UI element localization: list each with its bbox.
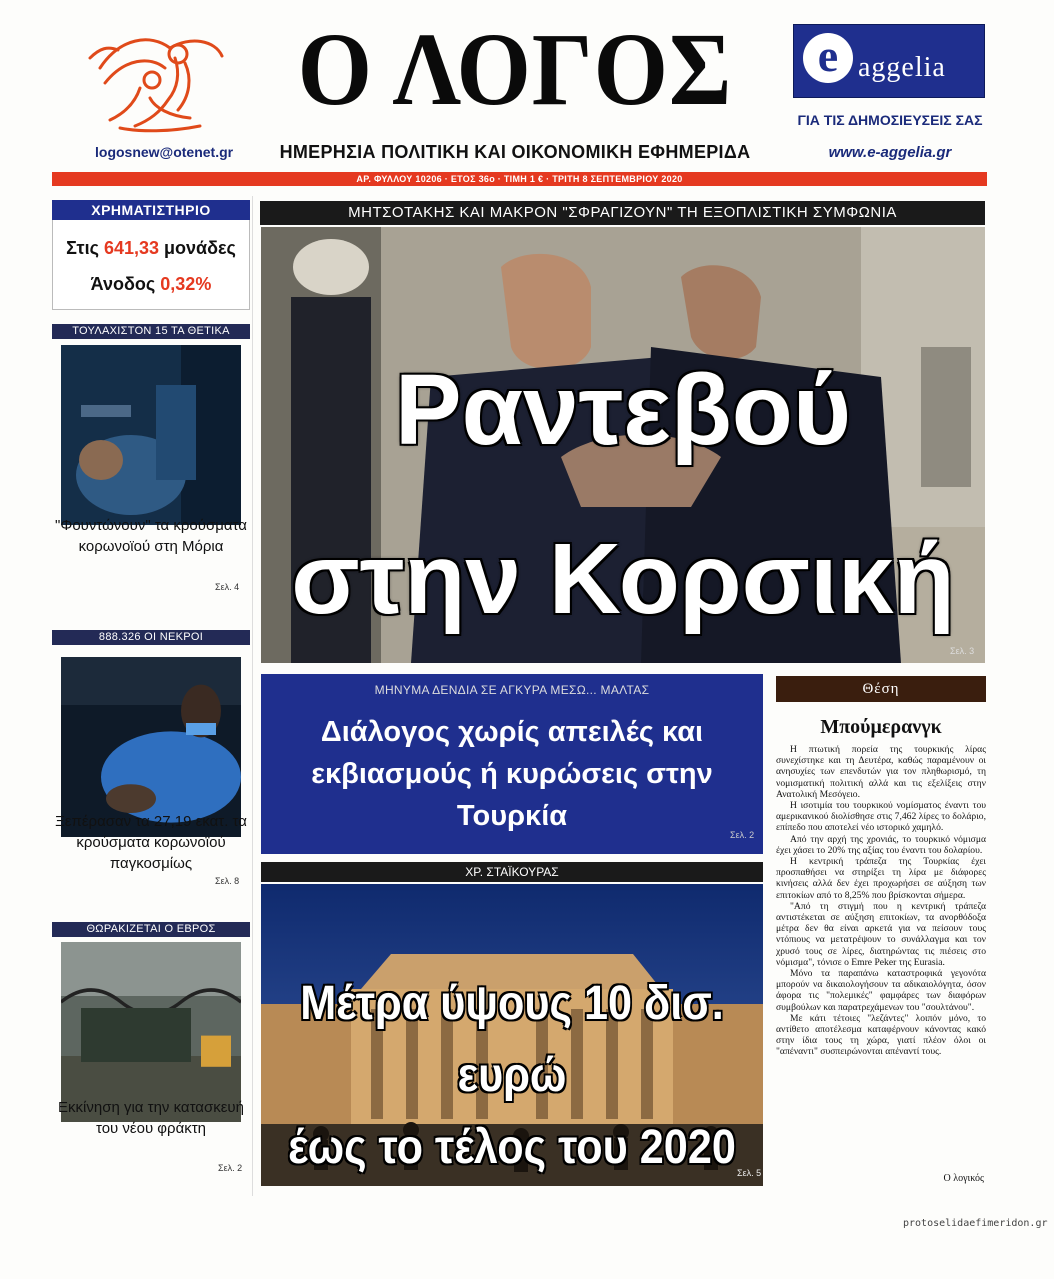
opinion-paragraph: Η ισοτιμία του τουρκικού νομίσματος έναντι του αμερικανικού διολίσθησε στις 7,462 λίρες το δολάριο, επίπεδο που αποτελεί νέο ιστορικό χαμηλό. xyxy=(776,800,986,834)
side-story-page-ref: Σελ. 4 xyxy=(215,582,240,592)
angel-logo-icon xyxy=(80,28,230,138)
source-watermark: protoselidaefimeridon.gr xyxy=(903,1218,1048,1229)
e-aggelia-url[interactable]: www.e-aggelia.gr xyxy=(828,144,952,161)
dendias-story-tag: ΜΗΝΥΜΑ ΔΕΝΔΙΑ ΣΕ ΑΓΚΥΡΑ ΜΕΣΩ... ΜΑΛΤΑΣ xyxy=(374,683,650,697)
staikouras-page-ref: Σελ. 5 xyxy=(737,1168,762,1178)
side-story-photo[interactable] xyxy=(61,345,241,525)
side-story-caption[interactable]: Ξεπέρασαν τα 27,19 εκατ. τα κρούσματα κορωνοϊού παγκοσμίως xyxy=(55,813,247,872)
e-aggelia-logo-text: aggelia xyxy=(858,52,946,83)
opinion-paragraph: Από την αρχή της χρονιάς, το τουρκικό νόμισμα έχει χάσει το 20% της αξίας του έναντι του δολαρίου. xyxy=(776,833,986,856)
opinion-title[interactable]: Μπούμερανγκ xyxy=(820,716,942,738)
main-headline-line1[interactable]: Ραντεβού xyxy=(394,354,852,466)
masthead-title: Ο ΛΟΓΟΣ xyxy=(297,12,733,127)
side-story-tag: 888.326 ΟΙ ΝΕΚΡΟΙ xyxy=(52,630,250,645)
side-story-caption[interactable]: "Φουντώνουν" τα κρούσματα κορωνοϊού στη Μόρια xyxy=(55,517,247,555)
side-story-tag: ΤΟΥΛΑΧΙΣΤΟΝ 15 ΤΑ ΘΕΤΙΚΑ xyxy=(52,324,250,339)
stock-index-prefix: Στις xyxy=(66,238,104,258)
dendias-page-ref: Σελ. 2 xyxy=(730,830,755,840)
masthead-subtitle: ΗΜΕΡΗΣΙΑ ΠΟΛΙΤΙΚΗ ΚΑΙ ΟΙΚΟΝΟΜΙΚΗ ΕΦΗΜΕΡΙΔΑ xyxy=(279,142,751,162)
side-story-caption[interactable]: Εκκίνηση για την κατασκευή του νέου φράκτη xyxy=(58,1099,244,1137)
opinion-signature: Ο λογικός xyxy=(943,1173,984,1184)
staikouras-headline-line2: έως το τέλος του 2020 xyxy=(288,1121,736,1174)
stock-title: ΧΡΗΜΑΤΙΣΤΗΡΙΟ xyxy=(52,200,250,220)
side-story-page-ref: Σελ. 8 xyxy=(215,876,240,886)
stock-index-suffix: μονάδες xyxy=(159,238,236,258)
opinion-paragraph: Με κάτι τέτοιες "λεζάντες" λοιπόν μόνο, το αντίθετο αποτέλεσμα καταφέρνουν κάνοντας κακό στην ίδια τους τη χώρα, γιατί πλέον όλοι οι "απέναντι" συσπειρώνονται απέναντί τους. xyxy=(776,1012,986,1058)
opinion-paragraph: Η κεντρική τράπεζα της Τουρκίας έχει προσπαθήσει να στηρίξει τη λίρα με διάφορες κινήσεις αλλά δεν έχει προχωρήσει σε αύξηση των επιτοκίων από το 8,25% που βρίσκονται σήμερα. xyxy=(776,856,986,901)
opinion-paragraph: Η πτωτική πορεία της τουρκικής λίρας συνεχίστηκε και τη Δευτέρα, καθώς παραμένουν οι ανησυχίες των επενδυτών για τον πληθωρισμό, τη νομισματική πολιτική αλλά και τις εξελίξεις στην Ανατολική Μεσόγειο. xyxy=(776,744,986,800)
stock-change-prefix: Άνοδος xyxy=(90,274,161,294)
dendias-headline[interactable]: Διάλογος χωρίς απειλές και εκβιασμούς ή κυρώσεις στην Τουρκία xyxy=(311,716,713,832)
contact-email[interactable]: logosnew@otenet.gr xyxy=(95,144,234,160)
opinion-paragraph: "Από τη στιγμή που η κεντρική τράπεζα αντιστέκεται σε αύξηση επιτοκίων, τα ανορθόδοξα μέτρα δεν θα είναι αρκετά για να πείσουν τους ντόπιους να μετατρέψουν το συνάλλαγμα και τον χρυσό τους σε λίρες, διατηρώντας τις πιέσεις στο νόμισμα", τόνισε ο Emre Peker της Eurasia. xyxy=(776,900,986,968)
e-aggelia-tagline: ΓΙΑ ΤΙΣ ΔΗΜΟΣΙΕΥΣΕΙΣ ΣΑΣ xyxy=(797,112,983,128)
side-story-photo[interactable] xyxy=(61,657,241,837)
column-divider xyxy=(252,196,253,1196)
issue-info-bar: ΑΡ. ΦΥΛΛΟΥ 10206 · ΕΤΟΣ 36ο · ΤΙΜΗ 1 € · ΤΡΙΤΗ 8 ΣΕΠΤΕΜΒΡΙΟΥ 2020 xyxy=(52,172,987,186)
e-aggelia-logo-letter: e xyxy=(803,33,853,83)
opinion-paragraph: Μόνο τα παραπάνω καταστροφικά γεγονότα μπορούν να δικαιολογήσουν τα αδικαιολόγητα, όσον άφορα τις "πολεμικές" φαμφάρες των διαφόρων συμβούλων και παρατρεχάμενων του "σουλτάνου". xyxy=(776,968,986,1013)
staikouras-story-tag: ΧΡ. ΣΤΑΪΚΟΥΡΑΣ xyxy=(261,862,763,882)
stock-change-line xyxy=(52,274,250,295)
opinion-body xyxy=(776,744,986,1058)
main-headline-line2[interactable]: στην Κορσική xyxy=(291,523,955,635)
side-story-page-ref: Σελ. 2 xyxy=(218,1163,243,1173)
side-story-photo[interactable] xyxy=(61,942,241,1122)
stock-index-line xyxy=(52,238,250,259)
stock-change-value: 0,32% xyxy=(160,274,212,294)
opinion-section-label: Θέση xyxy=(776,676,986,702)
main-story-tag: ΜΗΤΣΟΤΑΚΗΣ ΚΑΙ ΜΑΚΡΟΝ "ΣΦΡΑΓΙΖΟΥΝ" ΤΗ ΕΞΟΠΛΙΣΤΙΚΗ ΣΥΜΦΩΝΙΑ xyxy=(260,201,985,225)
stock-index-value: 641,33 xyxy=(103,238,160,258)
staikouras-headline[interactable] xyxy=(286,968,738,1184)
staikouras-headline-line1: Μέτρα ύψους 10 δισ. ευρώ xyxy=(300,977,724,1102)
main-story-page-ref: Σελ. 3 xyxy=(950,646,975,656)
side-story-tag: ΘΩΡΑΚΙΖΕΤΑΙ Ο ΕΒΡΟΣ xyxy=(52,922,250,937)
